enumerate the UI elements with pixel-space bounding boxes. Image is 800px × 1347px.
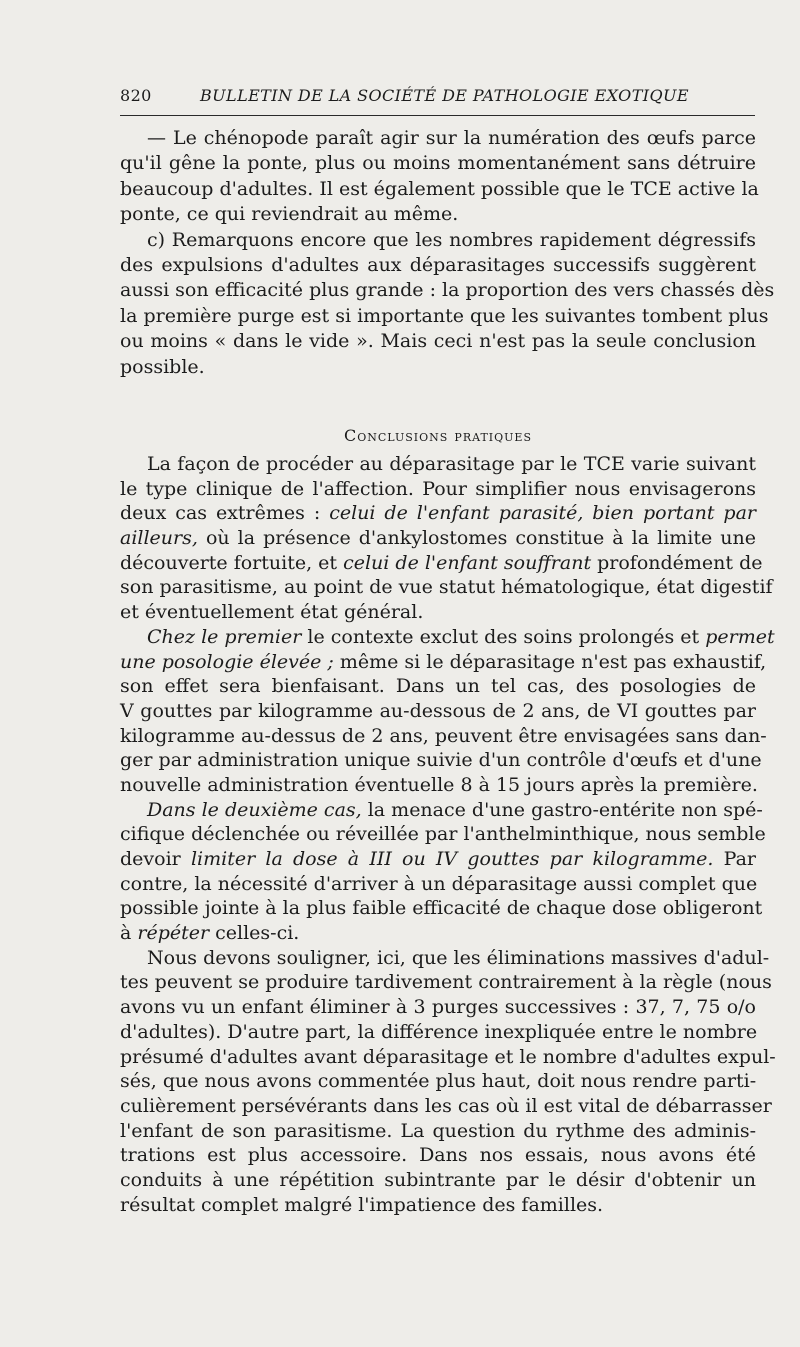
text-line: trations est plus accessoire. Dans nos essais, nous avons été <box>120 1144 756 1167</box>
text-line: qu'il gêne la ponte, plus ou moins momentanément sans détruire <box>120 152 756 175</box>
text-line <box>120 551 763 576</box>
text-line: La façon de procéder au déparasitage par le TCE varie suivant <box>147 453 756 475</box>
text-line: résultat complet malgré l'impatience des familles. <box>120 1193 604 1216</box>
italic-phrase: Dans le deuxième cas, <box>147 798 362 821</box>
text-line <box>120 921 756 946</box>
text-run: deux cas extrêmes : <box>120 502 330 525</box>
italic-phrase: permet <box>705 625 775 648</box>
text-line: et éventuellement état général. <box>120 601 424 624</box>
text-line <box>120 625 775 650</box>
text-line: ponte, ce qui reviendrait au même. <box>120 203 459 226</box>
text-run: même si le déparasitage n'est pas exhaustif, <box>333 650 767 673</box>
text-line: beaucoup d'adultes. Il est également possible que le TCE active la <box>120 177 759 200</box>
italic-phrase: celui de l'enfant souffrant <box>343 551 592 574</box>
text-line <box>120 847 756 872</box>
text-line: ger par administration unique suivie d'un contrôle d'œufs et d'une <box>120 749 762 772</box>
text-run: celles-ci. <box>209 922 300 945</box>
text-line <box>120 650 767 675</box>
italic-phrase: limiter la dose à III ou IV gouttes par kilogramme. <box>190 848 714 870</box>
text-line: son effet sera bienfaisant. Dans un tel cas, des posologies de <box>120 675 756 698</box>
text-line: le type clinique de l'affection. Pour simplifier nous envisagerons <box>120 477 756 500</box>
text-line <box>120 798 763 823</box>
italic-phrase: Chez le premier <box>147 625 302 648</box>
text-line: culièrement persévérants dans les cas où il est vital de débarrasser <box>120 1094 772 1117</box>
italic-phrase: une posologie élevée ; <box>120 650 334 673</box>
text-line: contre, la nécessité d'arriver à un déparasitage aussi complet que <box>120 872 758 895</box>
italic-phrase: ailleurs, <box>120 527 198 550</box>
text-run: profondément de <box>591 551 763 574</box>
text-line: l'enfant de son parasitisme. La question du rythme des adminis- <box>120 1119 756 1142</box>
running-head <box>120 84 755 108</box>
text-line: V gouttes par kilogramme au-dessous de 2 ans, de VI gouttes par <box>120 699 756 722</box>
text-line: possible jointe à la plus faible efficacité de chaque dose obligeront <box>120 897 763 920</box>
text-line: avons vu un enfant éliminer à 3 purges successives : 37, 7, 75 o/o <box>120 996 756 1019</box>
text-line <box>120 526 756 551</box>
text-line: sés, que nous avons commentée plus haut, doit nous rendre parti- <box>120 1070 757 1093</box>
italic-phrase: répéter <box>137 922 210 945</box>
text-run: le contexte exclut des soins prolongés et <box>301 625 706 648</box>
journal-title: BULLETIN DE LA SOCIÉTÉ DE PATHOLOGIE EXOTIQUE <box>200 86 689 105</box>
page-number: 820 <box>120 86 152 105</box>
text-line: c) Remarquons encore que les nombres rapidement dégressifs <box>147 228 756 251</box>
text-line: la première purge est si importante que les suivantes tombent plus <box>120 304 769 327</box>
text-line: tes peuvent se produire tardivement contrairement à la règle (nous <box>120 971 772 994</box>
text-line: présumé d'adultes avant déparasitage et le nombre d'adultes expul- <box>120 1045 776 1068</box>
text-line: cifique déclenchée ou réveillée par l'anthelminthique, nous semble <box>120 823 766 846</box>
text-run: la menace d'une gastro-entérite non spé- <box>361 798 763 821</box>
text-line: aussi son efficacité plus grande : la proportion des vers chassés dès <box>120 279 775 302</box>
text-line: possible. <box>120 355 205 378</box>
text-line: — Le chénopode paraît agir sur la numération des œufs parce <box>147 127 756 149</box>
text-line: d'adultes). D'autre part, la différence inexpliquée entre le nombre <box>120 1020 758 1043</box>
text-run: Par <box>713 848 757 870</box>
text-run: à <box>120 922 138 945</box>
text-line: Nous devons souligner, ici, que les éliminations massives d'adul- <box>147 946 770 969</box>
italic-phrase: celui de l'enfant parasité, bien portant par <box>329 502 756 525</box>
section-heading: Conclusions pratiques <box>344 426 532 445</box>
text-line: nouvelle administration éventuelle 8 à 15 jours après la première. <box>120 773 758 796</box>
text-run: où la présence d'ankylostomes constitue à la limite une <box>197 527 756 550</box>
section-1 <box>120 126 775 380</box>
text-line: kilogramme au-dessus de 2 ans, peuvent être envisagées sans dan- <box>120 724 767 747</box>
section-2 <box>120 452 776 1217</box>
text-line: son parasitisme, au point de vue statut hématologique, état digestif <box>120 576 773 599</box>
text-line <box>120 501 756 526</box>
text-run: devoir <box>120 848 191 870</box>
text-run: découverte fortuite, et <box>120 551 344 574</box>
text-line: des expulsions d'adultes aux déparasitages successifs suggèrent <box>120 253 756 276</box>
header-rule <box>120 115 755 116</box>
text-line: conduits à une répétition subintrante par le désir d'obtenir un <box>120 1168 756 1191</box>
text-line: ou moins « dans le vide ». Mais ceci n'est pas la seule conclusion <box>120 330 756 353</box>
